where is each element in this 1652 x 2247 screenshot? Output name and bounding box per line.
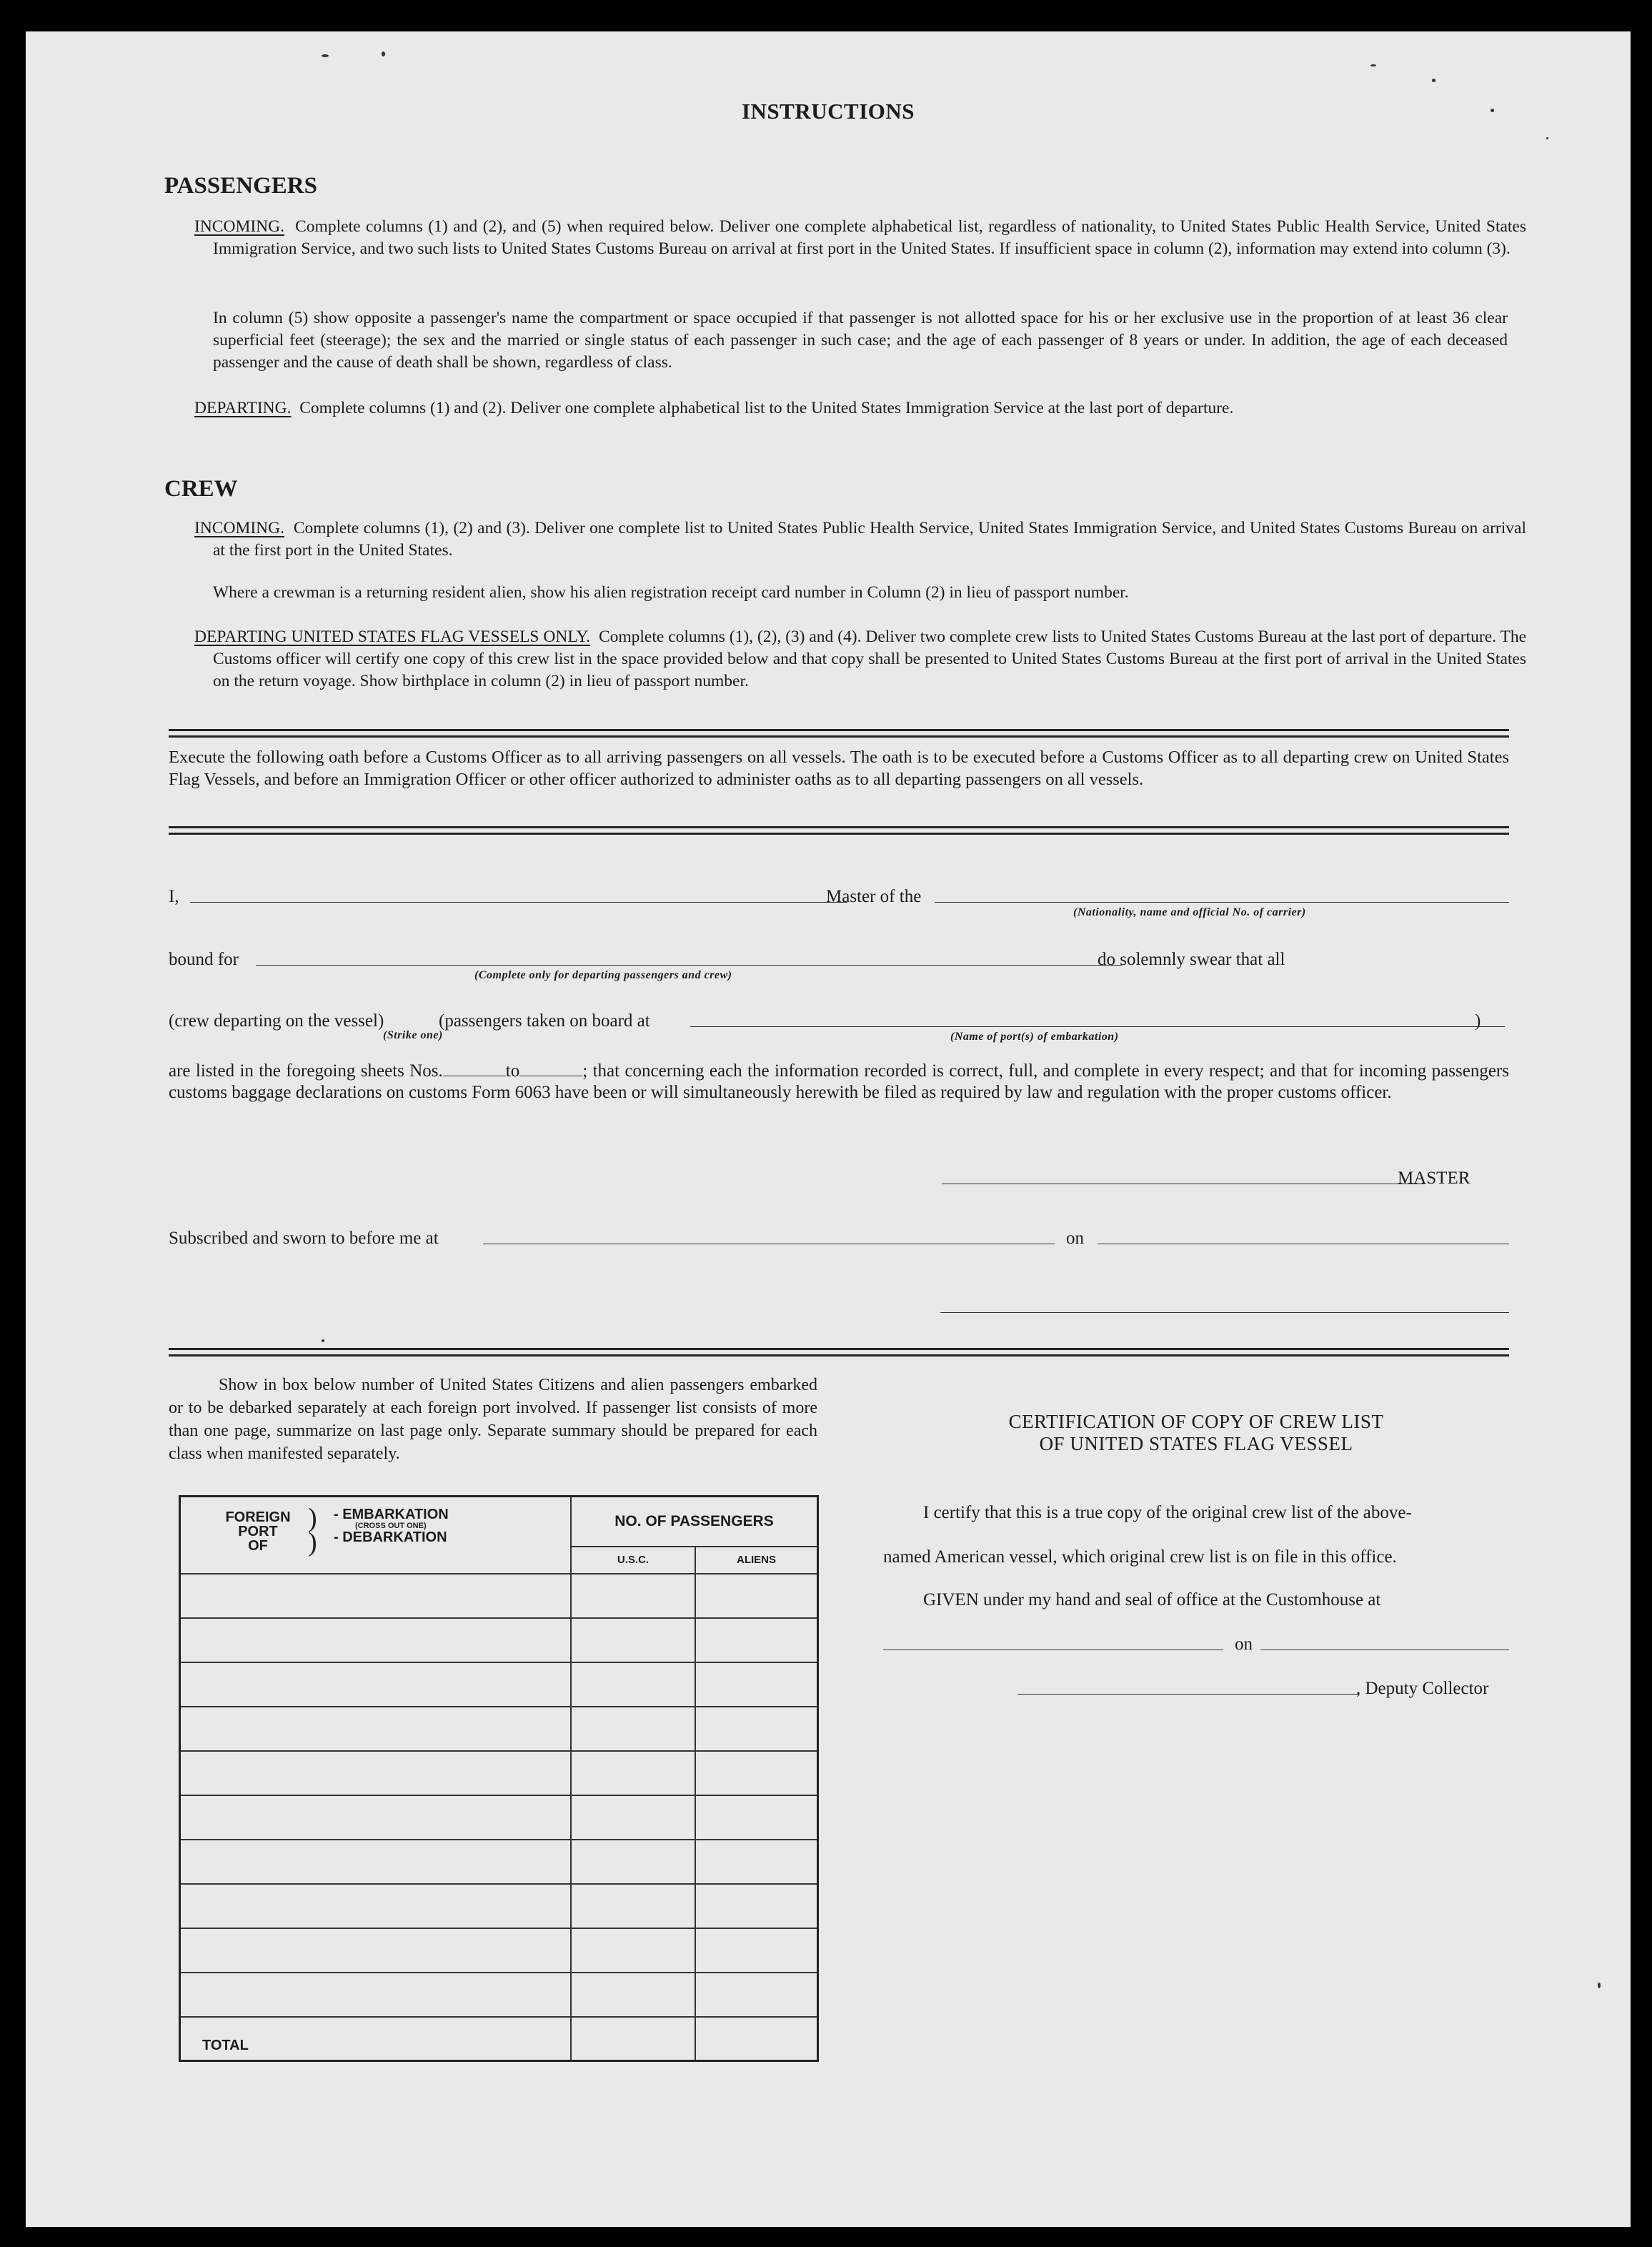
scan-speck (1546, 137, 1548, 139)
oath-i-label: I, (169, 887, 179, 906)
scan-speck (1432, 79, 1435, 82)
cross-out-note: (CROSS OUT ONE) (355, 1522, 427, 1530)
solemnly-swear-text: do solemnly swear that all (1098, 950, 1285, 969)
crew-heading: CREW (164, 476, 238, 502)
foreign-port-of-label (222, 1510, 294, 1553)
crew-departing-option[interactable]: (crew departing on the vessel) (169, 1011, 384, 1031)
port-cell[interactable] (180, 1928, 572, 1973)
aliens-total-cell[interactable] (695, 2017, 818, 2061)
double-divider (169, 729, 1509, 738)
usc-total-cell[interactable] (571, 2017, 695, 2061)
crew-incoming-text: Complete columns (1), (2) and (3). Deliver one complete list to United States Public Health Service, United States Immigration Service, and United States Customs Bureau on arrival at the first port in the United States. (213, 519, 1526, 560)
usc-cell[interactable] (571, 1928, 695, 1973)
no-of-passengers-header: NO. OF PASSENGERS (571, 1497, 818, 1547)
port-header-cell (180, 1497, 572, 1574)
table-row (180, 1618, 818, 1662)
aliens-cell[interactable] (695, 1662, 818, 1707)
port-cell[interactable] (180, 1707, 572, 1751)
scan-speck (322, 1339, 324, 1342)
summary-instructions: Show in box below number of United States Citizens and alien passengers embarked or to be debarked separately at each foreign port involved. If passenger list consists of more than one page, summarize on last page only. Separate summary should be prepared for each class when manifested separately. (169, 1376, 817, 1463)
aliens-header: ALIENS (695, 1547, 818, 1574)
sworn-on-label: on (1066, 1229, 1084, 1248)
passenger-summary-table (179, 1495, 819, 2062)
table-row (180, 1707, 818, 1751)
aliens-cell[interactable] (695, 1751, 818, 1795)
subscribed-label: Subscribed and sworn to before me at (169, 1229, 439, 1248)
passengers-departing-label: DEPARTING. (194, 399, 292, 417)
passengers-heading: PASSENGERS (164, 173, 317, 199)
usc-cell[interactable] (571, 1973, 695, 2017)
port-label: PORT (238, 1524, 278, 1539)
usc-cell[interactable] (571, 1795, 695, 1840)
certification-title-line1: CERTIFICATION OF COPY OF CREW LIST (1008, 1411, 1384, 1432)
strike-caption: (Strike one) (383, 1029, 443, 1041)
usc-header: U.S.C. (571, 1547, 695, 1574)
usc-cell[interactable] (571, 1707, 695, 1751)
table-row (180, 1662, 818, 1707)
crew-departing-paragraph (194, 626, 1526, 693)
port-cell[interactable] (180, 1973, 572, 2017)
passengers-departing-text: Complete columns (1) and (2). Deliver one complete alphabetical list to the United States Immigration Service at the last port of departure. (299, 399, 1234, 417)
table-row (180, 1751, 818, 1795)
usc-cell[interactable] (571, 1574, 695, 1618)
carrier-caption: (Nationality, name and official No. of carrier) (1073, 906, 1306, 918)
passengers-incoming-text: Complete columns (1) and (2), and (5) when required below. Deliver one complete alphabetical list, regardless of nationality, to United States Public Health Service, United States Immigration Service, and two such lists to United States Customs Bureau on arrival at first port in the United States. If insufficient space in column (2), information may extend into column (3). (213, 217, 1527, 258)
scan-speck (322, 54, 329, 57)
listed-prefix: are listed in the foregoing sheets Nos. (169, 1061, 443, 1081)
port-cell[interactable] (180, 1795, 572, 1840)
certification-on-label: on (1235, 1635, 1253, 1654)
port-cell[interactable] (180, 1662, 572, 1707)
crew-departing-text: Complete columns (1), (2), (3) and (4). Deliver two complete crew lists to United States Customs Bureau at the last port of departure. The Customs officer will certify one copy of this crew list in the space provided below and that copy shall be presented to United States Customs Bureau at the first port of arrival in the United States on the return voyage. Show birthplace in column (2) in lieu of passport number. (213, 628, 1527, 690)
aliens-cell[interactable] (695, 1840, 818, 1884)
aliens-cell[interactable] (695, 1884, 818, 1928)
usc-cell[interactable] (571, 1840, 695, 1884)
double-divider (169, 1348, 1509, 1356)
total-row (180, 2017, 818, 2061)
port-cell[interactable] (180, 1618, 572, 1662)
scan-speck (1370, 64, 1376, 66)
carrier-field[interactable] (935, 902, 1509, 903)
table-row (180, 1795, 818, 1840)
form-page (26, 31, 1631, 2227)
table-row (180, 1928, 818, 1973)
crew-incoming-paragraph (194, 517, 1526, 562)
passengers-column5-paragraph: In column (5) show opposite a passenger's name the compartment or space occupied if that passenger is not allotted space for his or her exclusive use in the proportion of at least 36 clear superficial feet (steerage); the sex and the married or single status of each passenger in such case; and the age of each passenger of 8 years or under. In addition, the age of each deceased passenger and the cause of death shall be shown, regardless of class. (213, 309, 1508, 372)
total-label: TOTAL (180, 2017, 572, 2061)
bound-for-field[interactable] (256, 965, 1122, 966)
crew-resident-paragraph: Where a crewman is a returning resident alien, show his alien registration receipt card number in Column (2) in lieu of passport number. (213, 583, 1129, 602)
certify-line2: named American vessel, which original crew list is on file in this office. (883, 1547, 1397, 1567)
usc-cell[interactable] (571, 1884, 695, 1928)
embarkation-option[interactable]: - EMBARKATION (334, 1507, 449, 1522)
crew-incoming-label: INCOMING. (194, 519, 284, 537)
port-cell[interactable] (180, 1840, 572, 1884)
table-row (180, 1574, 818, 1618)
close-paren: ) (1475, 1011, 1481, 1031)
usc-cell[interactable] (571, 1618, 695, 1662)
aliens-cell[interactable] (695, 1928, 818, 1973)
usc-cell[interactable] (571, 1662, 695, 1707)
certification-title (883, 1411, 1509, 1455)
scan-speck (382, 51, 385, 56)
passengers-taken-option[interactable]: (passengers taken on board at (439, 1011, 650, 1031)
passengers-incoming-label: INCOMING. (194, 217, 284, 236)
listed-paragraph (169, 1061, 1509, 1103)
double-divider (169, 826, 1509, 835)
foreign-label: FOREIGN (225, 1509, 291, 1525)
master-name-field[interactable] (190, 902, 847, 903)
port-cell[interactable] (180, 1574, 572, 1618)
bound-for-label: bound for (169, 950, 239, 969)
usc-cell[interactable] (571, 1751, 695, 1795)
listed-text: ; that concerning each the information recorded is correct, full, and complete in every respect; and that for incoming passengers customs baggage declarations on customs Form 6063 have been or will simultaneously herewith be filed as required by law and regulation with the proper customs officer. (169, 1061, 1509, 1102)
debarkation-option[interactable]: - DEBARKATION (334, 1529, 447, 1545)
embarkation-ports-field[interactable] (690, 1026, 1505, 1027)
page-title: INSTRUCTIONS (741, 99, 915, 124)
to-label: to (505, 1061, 520, 1081)
scan-speck (1598, 1983, 1601, 1988)
scan-speck (1491, 109, 1494, 112)
officer-signature-field[interactable] (940, 1312, 1509, 1313)
aliens-cell[interactable] (695, 1795, 818, 1840)
crew-departing-label: DEPARTING UNITED STATES FLAG VESSELS ONLY. (194, 628, 591, 646)
master-signature-label: MASTER (1398, 1169, 1471, 1188)
port-cell[interactable] (180, 1884, 572, 1928)
master-of-the-label: Master of the (826, 887, 922, 906)
table-row (180, 1973, 818, 2017)
execute-oath-paragraph: Execute the following oath before a Customs Officer as to all arriving passengers on all vessels. The oath is to be executed before a Customs Officer as to all departing crew on United States Flag Vessels, and before an Immigration Officer or other officer authorized to administer oaths as to all departing passengers on all vessels. (169, 748, 1509, 789)
embarkation-debarkation-label (334, 1507, 449, 1544)
aliens-cell[interactable] (695, 1707, 818, 1751)
ports-caption: (Name of port(s) of embarkation) (950, 1031, 1119, 1043)
bound-caption: (Complete only for departing passengers and crew) (474, 969, 732, 981)
passengers-departing-paragraph (194, 397, 1526, 420)
table-row (180, 1840, 818, 1884)
aliens-cell[interactable] (695, 1618, 818, 1662)
brace-symbol: ) ) (308, 1503, 317, 1557)
aliens-cell[interactable] (695, 1574, 818, 1618)
certification-title-line2: OF UNITED STATES FLAG VESSEL (1039, 1433, 1353, 1454)
deputy-collector-signature-field[interactable] (1017, 1694, 1359, 1695)
aliens-cell[interactable] (695, 1973, 818, 2017)
passengers-incoming-paragraph (194, 216, 1526, 260)
of-label: OF (248, 1538, 268, 1554)
deputy-collector-label: , Deputy Collector (1356, 1679, 1489, 1698)
table-row (180, 1884, 818, 1928)
port-cell[interactable] (180, 1751, 572, 1795)
certify-line1: I certify that this is a true copy of the original crew list of the above- (923, 1503, 1412, 1522)
given-line: GIVEN under my hand and seal of office at the Customhouse at (923, 1590, 1381, 1609)
